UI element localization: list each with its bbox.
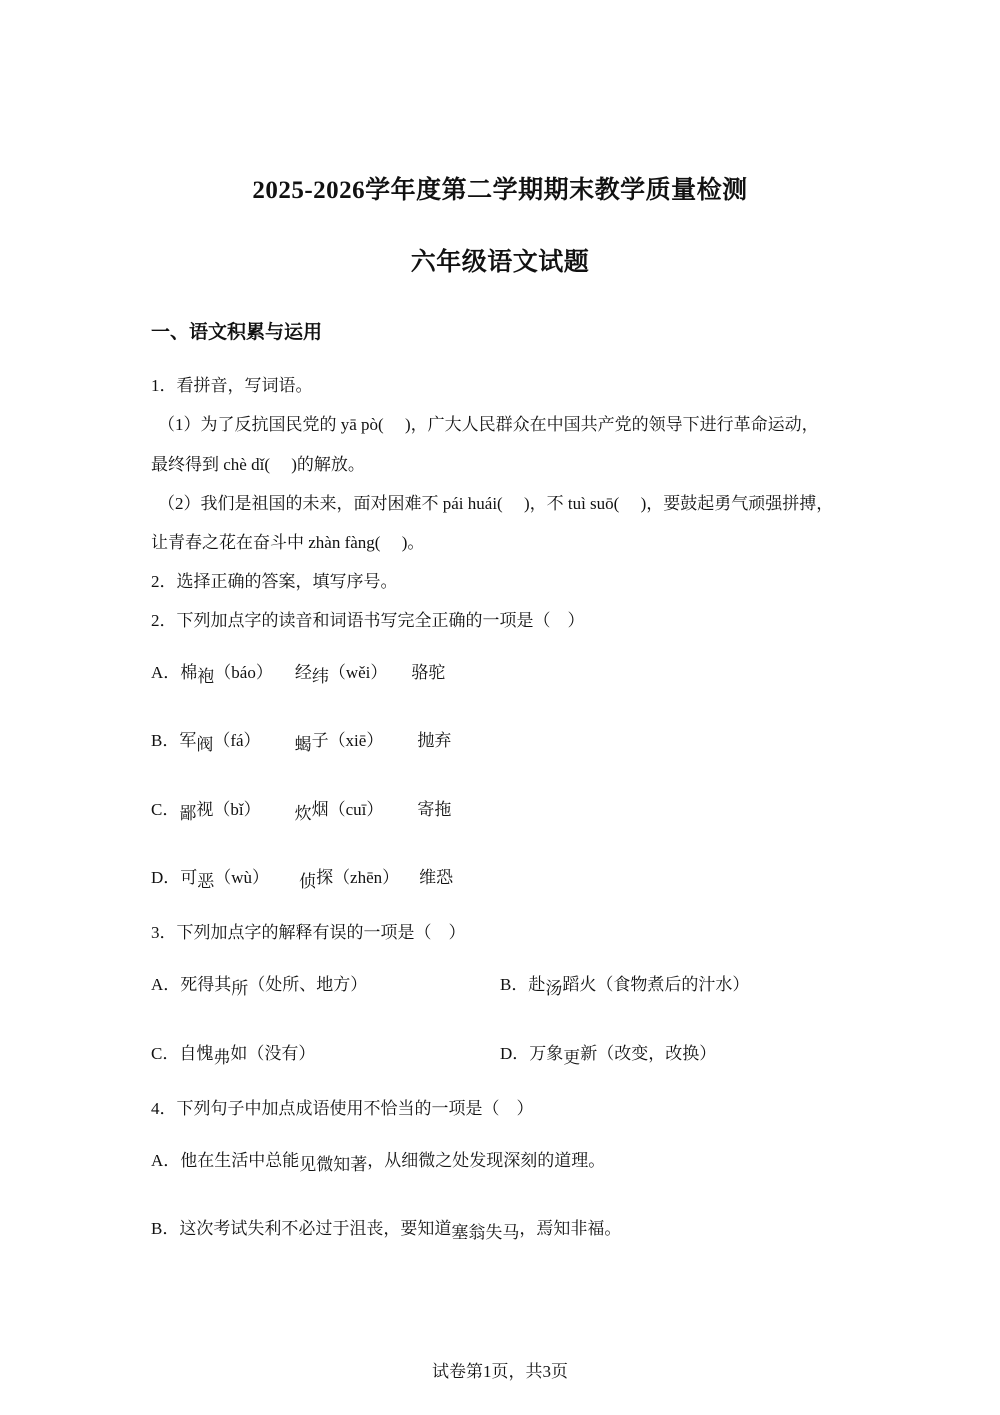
dotted-char: 弗 bbox=[213, 1048, 231, 1067]
q2-option-c: C．鄙视（bǐ） 炊烟（cuī） 寄拖 bbox=[151, 800, 452, 823]
q1-part1-line2: 最终得到 chè dǐ( )的解放。 bbox=[151, 455, 365, 474]
dotted-char: 恶 bbox=[197, 872, 215, 891]
q3-option-a: A．死得其所（处所、地方） bbox=[151, 975, 368, 998]
q1-part2-line2: 让青春之花在奋斗中 zhàn fàng( )。 bbox=[151, 533, 425, 552]
q2-stem: 2．下列加点字的读音和词语书写完全正确的一项是（ ） bbox=[151, 611, 585, 630]
dotted-char: 炊 bbox=[294, 804, 312, 823]
option-label: A． bbox=[151, 663, 181, 682]
dotted-char: 阀 bbox=[196, 735, 214, 754]
q4-stem: 4．下列句子中加点成语使用不恰当的一项是（ ） bbox=[151, 1099, 534, 1118]
dotted-char: 汤 bbox=[545, 979, 563, 998]
q3-option-b: B．赴汤蹈火（食物煮后的汁水） bbox=[500, 975, 750, 998]
option-label: A． bbox=[151, 975, 181, 994]
option-label: C． bbox=[151, 1044, 180, 1063]
q3-stem: 3．下列加点字的解释有误的一项是（ ） bbox=[151, 923, 466, 942]
dotted-char: 更 bbox=[563, 1048, 581, 1067]
q1-part1-line1: （1）为了反抗国民党的 yā pò( )，广大人民群众在中国共产党的领导下进行革命运动， bbox=[158, 415, 819, 434]
q2-intro: 2．选择正确的答案，填写序号。 bbox=[151, 572, 398, 591]
exam-subtitle: 六年级语文试题 bbox=[410, 249, 590, 276]
option-label: D． bbox=[500, 1044, 530, 1063]
dotted-char: 纬 bbox=[311, 667, 329, 686]
dotted-idiom: 见微知著 bbox=[299, 1155, 368, 1174]
option-label: D． bbox=[151, 868, 181, 887]
option-label: B． bbox=[151, 731, 180, 750]
q1-stem: 1．看拼音，写词语。 bbox=[151, 376, 313, 395]
dotted-char: 袍 bbox=[197, 667, 215, 686]
option-label: B． bbox=[151, 1219, 180, 1238]
dotted-char: 侦 bbox=[299, 872, 317, 891]
exam-title: 2025-2026学年度第二学期期末教学质量检测 bbox=[252, 177, 748, 204]
q2-option-d: D．可恶（wù） 侦探（zhēn） 维恐 bbox=[151, 868, 454, 891]
dotted-idiom: 塞翁失马 bbox=[451, 1223, 520, 1242]
q3-option-c: C．自愧弗如（没有） bbox=[151, 1044, 316, 1067]
q2-option-a: A．棉袍（báo） 经纬（wěi） 骆驼 bbox=[151, 663, 446, 686]
q2-option-b: B．军阀（fá） 蝎子（xiē） 抛弃 bbox=[151, 731, 452, 754]
dotted-char: 鄙 bbox=[179, 804, 197, 823]
q4-option-b: B．这次考试失利不必过于沮丧，要知道塞翁失马，焉知非福。 bbox=[151, 1219, 622, 1242]
option-label: A． bbox=[151, 1151, 181, 1170]
q3-option-d: D．万象更新（改变，改换） bbox=[500, 1044, 717, 1067]
option-label: C． bbox=[151, 800, 180, 819]
q4-option-a: A．他在生活中总能见微知著，从细微之处发现深刻的道理。 bbox=[151, 1151, 606, 1174]
page-footer: 试卷第1页，共3页 bbox=[432, 1362, 568, 1381]
q1-part2-line1: （2）我们是祖国的未来，面对困难不 pái huái( )，不 tuì suō( )，要鼓起勇气顽强拼搏， bbox=[158, 494, 834, 513]
dotted-char: 蝎 bbox=[294, 735, 312, 754]
option-label: B． bbox=[500, 975, 529, 994]
section-heading: 一、语文积累与运用 bbox=[151, 322, 323, 343]
dotted-char: 所 bbox=[231, 979, 249, 998]
